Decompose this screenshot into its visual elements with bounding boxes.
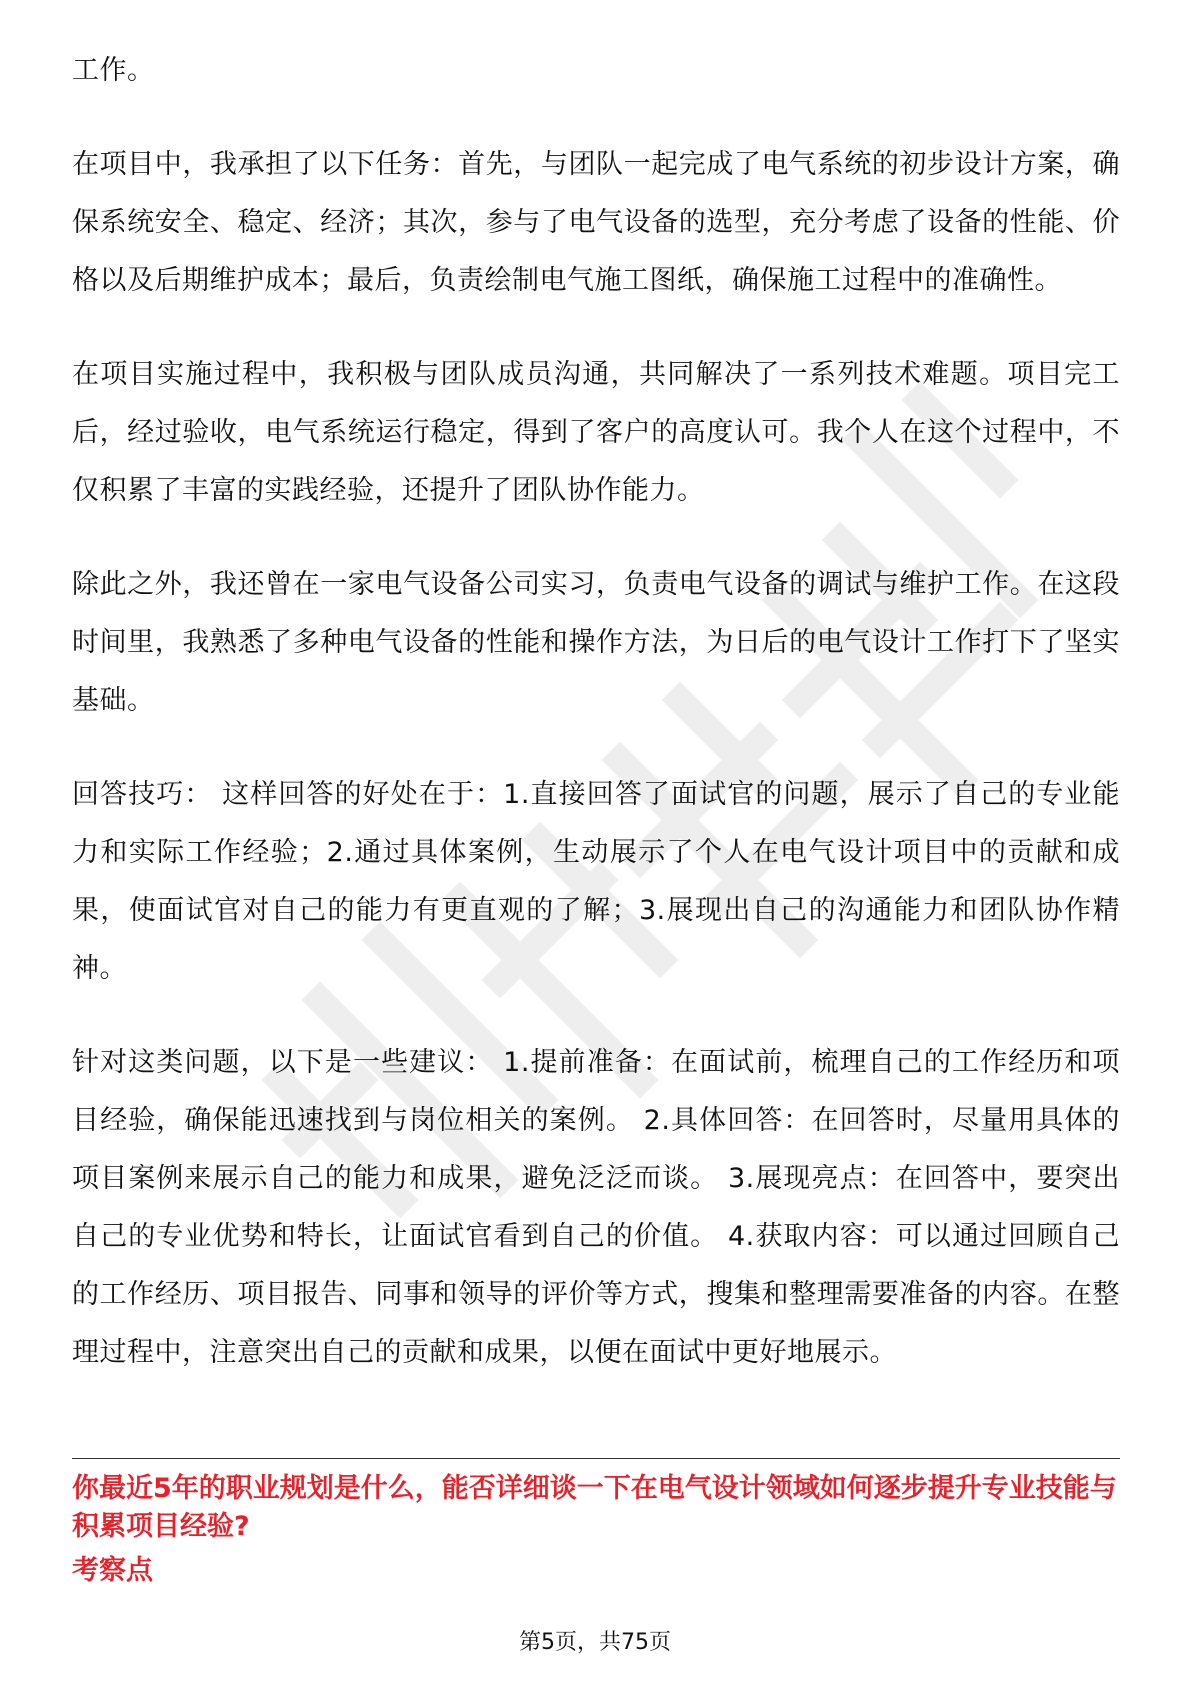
- page-number-footer: 第5页，共75页: [519, 1630, 671, 1655]
- paragraph-answer-tips: 回答技巧： 这样回答的好处在于：1.直接回答了面试官的问题，展示了自己的专业能力和实际工作经验；2.通过具体案例，生动展示了个人在电气设计项目中的贡献和成果，使面试官对自己的能力有更直观的了解；3.展现出自己的沟通能力和团队协作精神。: [72, 779, 1120, 984]
- section-divider: [72, 1458, 1120, 1459]
- paragraph-continuation: 工作。: [72, 55, 155, 86]
- question-heading: 你最近5年的职业规划是什么，能否详细谈一下在电气设计领域如何逐步提升专业技能与积累项目经验?: [72, 1473, 1117, 1542]
- paragraph-suggestions: 针对这类问题，以下是一些建议： 1.提前准备：在面试前，梳理自己的工作经历和项目经验，确保能迅速找到与岗位相关的案例。 2.具体回答：在回答时，尽量用具体的项目案例来展示自己的能力和成果，避免泛泛而谈。 3.展现亮点：在回答中，要突出自己的专业优势和特长，让面试官看到自己的价值。 4.获取内容：可以通过回顾自己的工作经历、项目报告、同事和领导的评价等方式，搜集和整理需要准备的内容。在整理过程中，注意突出自己的贡献和成果，以便在面试中更好地展示。: [72, 1047, 1120, 1368]
- document-body: [72, 42, 1120, 1418]
- paragraph-project-tasks: 在项目中，我承担了以下任务：首先，与团队一起完成了电气系统的初步设计方案，确保系统安全、稳定、经济；其次，参与了电气设备的选型，充分考虑了设备的性能、价格以及后期维护成本；最后，负责绘制电气施工图纸，确保施工过程中的准确性。: [72, 149, 1120, 296]
- paragraph-internship: 除此之外，我还曾在一家电气设备公司实习，负责电气设备的调试与维护工作。在这段时间里，我熟悉了多种电气设备的性能和操作方法，为日后的电气设计工作打下了坚实基础。: [72, 569, 1120, 716]
- paragraph-project-implementation: 在项目实施过程中，我积极与团队成员沟通，共同解决了一系列技术难题。项目完工后，经过验收，电气系统运行稳定，得到了客户的高度认可。我个人在这个过程中，不仅积累了丰富的实践经验，还提升了团队协作能力。: [72, 359, 1120, 506]
- subheading-assessment-points: 考察点: [72, 1555, 153, 1586]
